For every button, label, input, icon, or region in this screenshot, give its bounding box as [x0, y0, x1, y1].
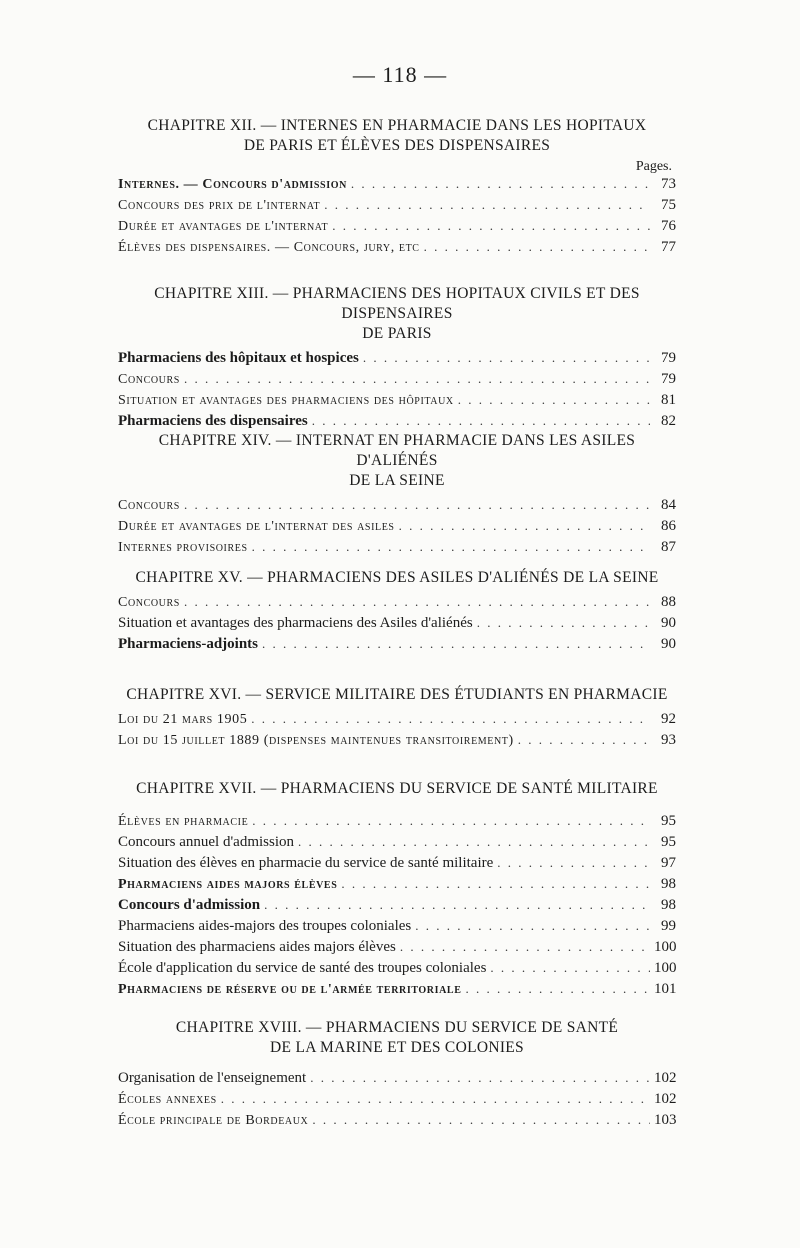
toc-entry — [118, 497, 676, 518]
entry-page: 101 — [654, 981, 677, 997]
entry-page: 98 — [661, 897, 676, 913]
toc-entry — [118, 918, 676, 939]
entry-text: Pharmaciens aides-majors des troupes coloniales — [118, 918, 412, 934]
chapter-title — [118, 431, 676, 491]
dot-leader — [262, 636, 650, 652]
toc-entry — [118, 615, 676, 636]
chapter-title-line: DE LA SEINE — [349, 472, 445, 489]
dot-leader — [298, 834, 650, 850]
chapter-title — [118, 779, 676, 799]
entry-page: 92 — [661, 711, 676, 727]
toc-entry — [118, 197, 676, 218]
entry-page: 73 — [661, 176, 676, 192]
entry-text: Concours — [118, 498, 180, 513]
chapter-xiv — [118, 431, 676, 560]
toc-entry — [118, 960, 676, 981]
chapter-xvii — [118, 779, 676, 1002]
chapter-xvi — [118, 685, 676, 753]
entry-page: 76 — [661, 218, 676, 234]
dot-leader — [312, 1112, 650, 1128]
entry-text: Situation des pharmaciens aides majors élèves — [118, 939, 396, 955]
dot-leader — [341, 876, 650, 892]
toc-entry — [118, 855, 676, 876]
dot-leader — [332, 218, 650, 234]
entry-page: 90 — [661, 615, 676, 631]
chapter-title-line: CHAPITRE XVIII. — PHARMACIENS DU SERVICE DE SANTÉ — [175, 1019, 619, 1036]
toc-entry — [118, 518, 676, 539]
toc-entry — [118, 1091, 676, 1112]
chapter-title-line: DE PARIS — [362, 325, 432, 342]
chapter-title — [118, 284, 676, 344]
entry-page: 97 — [661, 855, 676, 871]
chapter-title — [118, 568, 676, 588]
entry-page: 98 — [661, 876, 676, 892]
dot-leader — [424, 239, 650, 255]
chapter-title-line: CHAPITRE XVII. — PHARMACIENS DU SERVICE DE SANTÉ MILITAIRE — [136, 780, 658, 797]
entry-page: 95 — [661, 813, 676, 829]
entry-page: 102 — [654, 1091, 677, 1107]
entry-text: Situation et avantages des pharmaciens des hôpitaux — [118, 393, 454, 408]
dot-leader — [351, 176, 650, 192]
dot-leader — [252, 813, 650, 829]
dot-leader — [324, 197, 650, 213]
dot-leader — [184, 594, 650, 610]
toc-entry — [118, 239, 676, 260]
chapter-xviii — [118, 1018, 676, 1133]
entry-text: Élèves en pharmacie — [118, 814, 249, 829]
chapter-xiii — [118, 284, 676, 434]
page-number: — 118 — — [352, 62, 448, 87]
entry-text: Durée et avantages de l'internat des asiles — [118, 519, 395, 534]
chapter-title-line: CHAPITRE XVI. — SERVICE MILITAIRE DES ÉTUDIANTS EN PHARMACIE — [126, 686, 668, 703]
entry-page: 79 — [661, 371, 676, 387]
dot-leader — [458, 392, 650, 408]
entry-text: Écoles annexes — [118, 1092, 217, 1107]
dot-leader — [252, 539, 650, 555]
chapter-title-line: DE LA MARINE ET DES COLONIES — [270, 1039, 524, 1056]
chapter-title — [118, 1018, 676, 1058]
toc-entry — [118, 939, 676, 960]
dot-leader — [400, 939, 650, 955]
toc-entry — [118, 218, 676, 239]
toc-entry — [118, 981, 676, 1002]
entry-page: 95 — [661, 834, 676, 850]
entry-page: 102 — [654, 1070, 677, 1086]
entry-page: 100 — [654, 939, 677, 955]
chapter-title-line: CHAPITRE XIV. — INTERNAT EN PHARMACIE DANS LES ASILES D'ALIÉNÉS — [158, 432, 636, 469]
entry-text: Loi du 15 juillet 1889 (dispenses maintenues transitoirement) — [118, 733, 514, 748]
toc-entry — [118, 897, 676, 918]
entry-page: 77 — [661, 239, 676, 255]
dot-leader — [184, 497, 650, 513]
dot-leader — [518, 732, 650, 748]
entry-text: École d'application du service de santé des troupes coloniales — [118, 960, 487, 976]
toc-entry — [118, 834, 676, 855]
entry-page: 84 — [661, 497, 676, 513]
entry-page: 100 — [654, 960, 677, 976]
entry-page: 90 — [661, 636, 676, 652]
toc-entry — [118, 711, 676, 732]
toc-entry — [118, 876, 676, 897]
chapter-title-line: CHAPITRE XII. — INTERNES EN PHARMACIE DANS LES HOPITAUX — [147, 117, 647, 134]
dot-leader — [477, 615, 650, 631]
entry-text: Pharmaciens de réserve ou de l'armée territoriale — [118, 982, 462, 997]
toc-entry — [118, 636, 676, 657]
dot-leader — [184, 371, 650, 387]
entry-text: Concours annuel d'admission — [118, 834, 295, 850]
chapter-title-line: CHAPITRE XV. — PHARMACIENS DES ASILES D'ALIÉNÉS DE LA SEINE — [135, 569, 659, 586]
dot-leader — [415, 918, 650, 934]
entry-page: 75 — [661, 197, 676, 213]
entry-page: 82 — [661, 413, 676, 429]
entry-page: 81 — [661, 392, 676, 408]
dot-leader — [264, 897, 650, 913]
chapter-xv — [118, 568, 676, 657]
entry-text: Élèves des dispensaires. — Concours, jury, etc — [118, 240, 420, 255]
toc-entry — [118, 732, 676, 753]
entry-text: Situation des élèves en pharmacie du service de santé militaire — [118, 855, 494, 871]
entry-text: Pharmaciens-adjoints — [118, 636, 258, 652]
dot-leader — [399, 518, 650, 534]
toc-entry — [118, 539, 676, 560]
toc-entry — [118, 1112, 676, 1133]
toc-entry — [118, 392, 676, 413]
dot-leader — [251, 711, 650, 727]
entry-page: 103 — [654, 1112, 677, 1128]
entry-text: Internes. — Concours d'admission — [118, 177, 347, 192]
toc-entry — [118, 813, 676, 834]
entry-text: Organisation de l'enseignement — [118, 1070, 307, 1086]
entry-text: Internes provisoires — [118, 540, 248, 555]
toc-entry — [118, 350, 676, 371]
entry-text: Concours des prix de l'internat — [118, 198, 321, 213]
dot-leader — [490, 960, 650, 976]
dot-leader — [310, 1070, 650, 1086]
dot-leader — [465, 981, 650, 997]
entry-text: Pharmaciens des dispensaires — [118, 413, 308, 429]
chapter-title — [118, 116, 676, 156]
chapter-title — [118, 685, 676, 705]
entry-page: 88 — [661, 594, 676, 610]
entry-text: Concours — [118, 372, 180, 387]
entry-text: Concours d'admission — [118, 897, 261, 913]
entry-page: 87 — [661, 539, 676, 555]
entry-text: Loi du 21 mars 1905 — [118, 712, 248, 727]
dot-leader — [312, 413, 650, 429]
chapter-xii — [118, 116, 676, 260]
toc-entry — [118, 1070, 676, 1091]
entry-text: Concours — [118, 595, 180, 610]
toc-entry — [118, 176, 676, 197]
chapter-title-line: CHAPITRE XIII. — PHARMACIENS DES HOPITAUX CIVILS ET DES DISPENSAIRES — [154, 285, 640, 322]
chapter-title-line: DE PARIS ET ÉLÈVES DES DISPENSAIRES — [243, 137, 551, 154]
entry-text: Pharmaciens aides majors élèves — [118, 877, 338, 892]
entry-text: Situation et avantages des pharmaciens des Asiles d'aliénés — [118, 615, 473, 631]
dot-leader — [221, 1091, 650, 1107]
entry-text: Pharmaciens des hôpitaux et hospices — [118, 350, 359, 366]
toc-entry — [118, 594, 676, 615]
entry-text: Durée et avantages de l'internat — [118, 219, 329, 234]
pages-label: Pages. — [635, 159, 672, 174]
entry-page: 86 — [661, 518, 676, 534]
toc-entry — [118, 371, 676, 392]
entry-text: École principale de Bordeaux — [118, 1113, 309, 1128]
entry-page: 99 — [661, 918, 676, 934]
entry-page: 93 — [661, 732, 676, 748]
dot-leader — [497, 855, 650, 871]
dot-leader — [363, 350, 650, 366]
entry-page: 79 — [661, 350, 676, 366]
